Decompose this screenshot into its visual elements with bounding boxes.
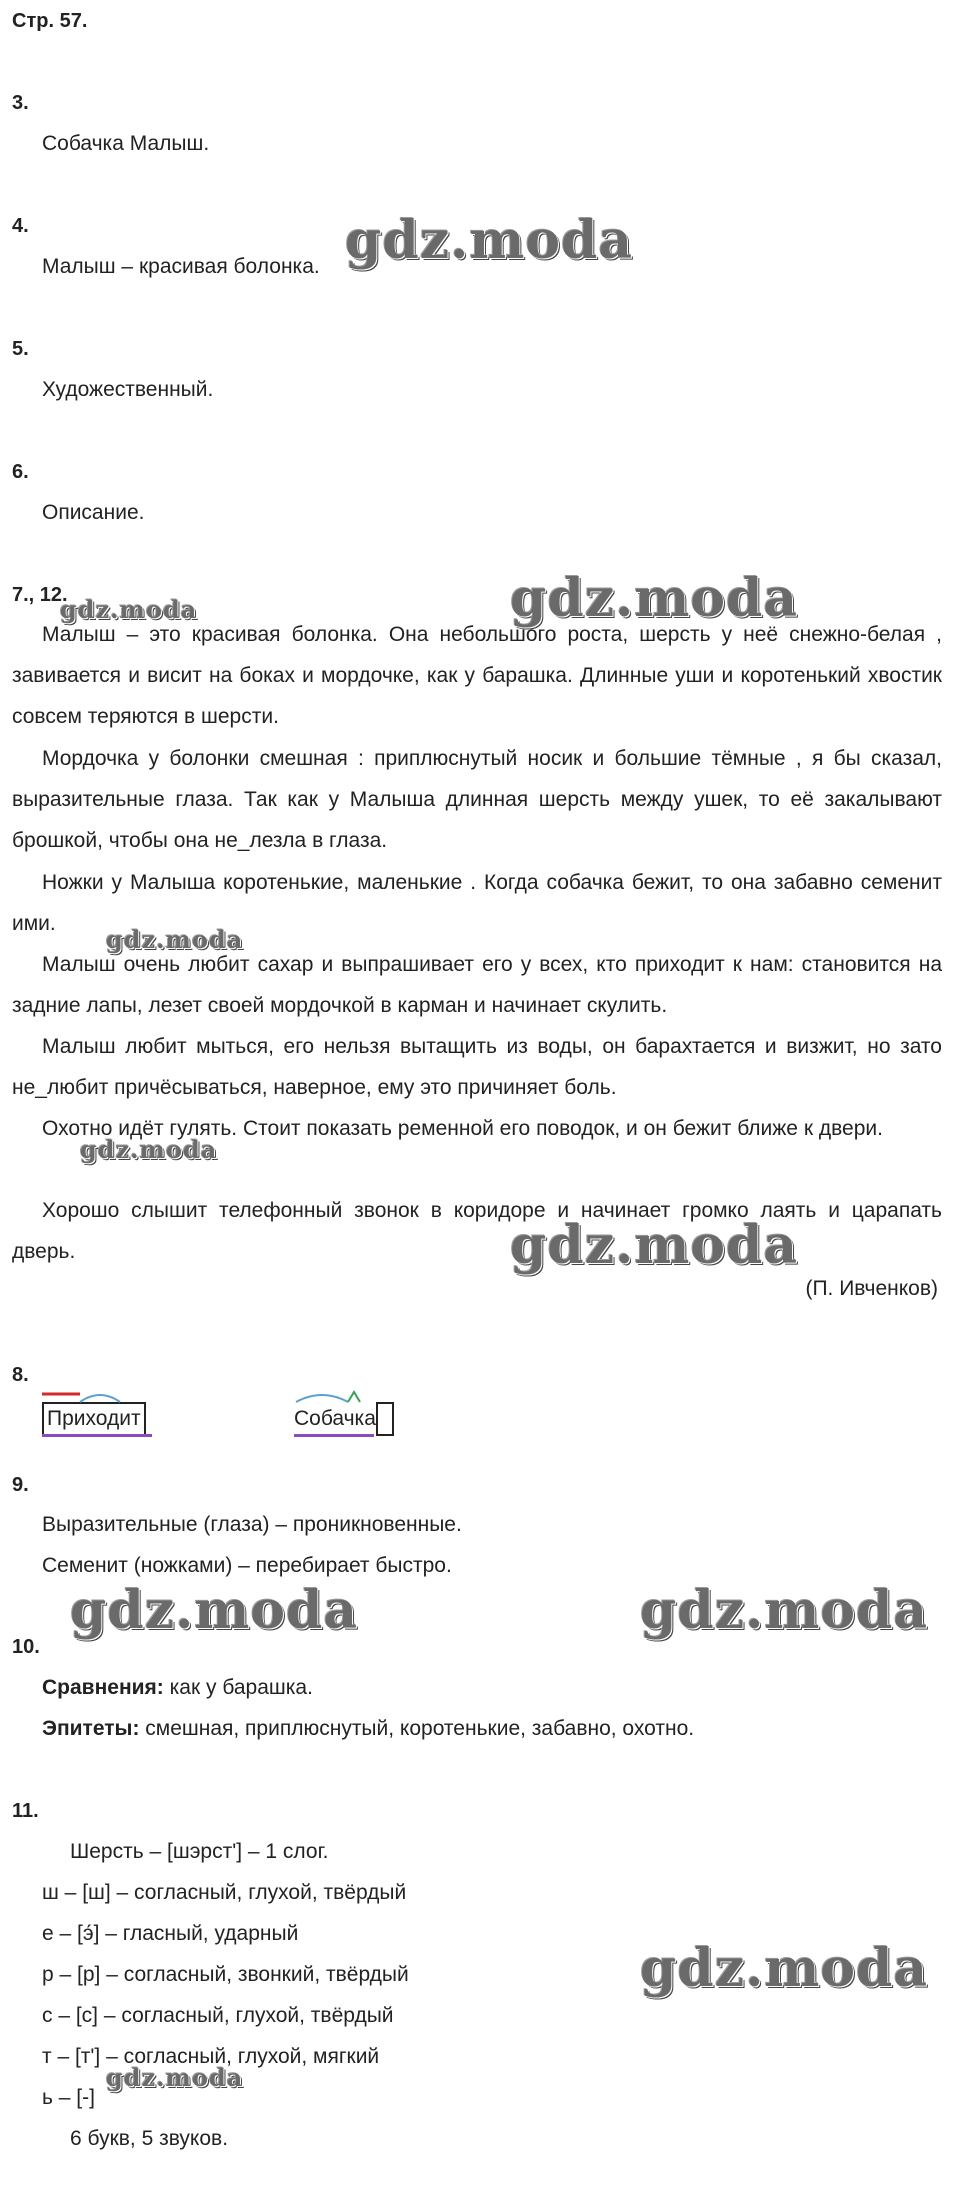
answer-10-line-2: Эпитеты: смешная, приплюснутый, коротенькие, забавно, охотно. bbox=[42, 1717, 695, 1740]
phonetic-row: ь – [-] bbox=[42, 2086, 95, 2109]
task-number-8: 8. bbox=[12, 1364, 29, 1386]
phonetic-head: Шерсть – [шэрст'] – 1 слог. bbox=[70, 1840, 329, 1863]
answer-10-line-1: Сравнения: как у барашка. bbox=[42, 1676, 313, 1699]
phonetic-row: т – [т'] – согласный, глухой, мягкий bbox=[42, 2045, 380, 2068]
morph-root-arc-icon bbox=[40, 1390, 150, 1404]
answer-9-line-1: Выразительные (глаза) – проникновенные. bbox=[42, 1513, 462, 1536]
task-number-11: 11. bbox=[12, 1800, 39, 1822]
text-paragraph-7: Хорошо слышит телефонный звонок в коридоре и начинает громко лаять и царапать дверь. bbox=[12, 1199, 942, 1263]
phonetic-row: е – [э́] – гласный, ударный bbox=[42, 1922, 299, 1945]
text-paragraph-2: Мордочка у болонки смешная : приплюснутый носик и большие тёмные , я бы сказал, выразительные глаза. Так как у Малыша длинная шерсть между ушек, то её закалывают брошкой, чтобы она не_лезла в глаза. bbox=[12, 747, 942, 852]
watermark: gdz.moda bbox=[640, 1580, 929, 1641]
morph-word-2: Собачка bbox=[294, 1402, 394, 1436]
morph-underline-1 bbox=[42, 1434, 152, 1437]
watermark: gdz.moda bbox=[345, 210, 634, 271]
morph-word-1: Приходит bbox=[42, 1402, 146, 1436]
answer-4: Малыш – красивая болонка. bbox=[42, 255, 320, 278]
watermark: gdz.moda bbox=[510, 1215, 799, 1276]
morph-root-arc-icon-2 bbox=[292, 1390, 392, 1404]
task-number-10: 10. bbox=[12, 1636, 40, 1658]
watermark: gdz.moda bbox=[510, 568, 799, 629]
text-paragraph-3: Ножки у Малыша коротенькие, маленькие . Когда собачка бежит, то она забавно семенит ими. bbox=[12, 871, 942, 935]
watermark: gdz.moda bbox=[106, 2063, 244, 2092]
text-author: (П. Ивченков) bbox=[805, 1277, 938, 1300]
task-number-9: 9. bbox=[12, 1474, 29, 1496]
watermark: gdz.moda bbox=[106, 925, 244, 954]
text-paragraph-1: Малыш – это красивая болонка. Она небольшого роста, шерсть у неё снежно-белая , завивается и висит на боках и мордочке, как у барашка. Длинные уши и коротенький хвостик совсем теряются в шерсти. bbox=[12, 623, 942, 728]
phonetic-row: ш – [ш] – согласный, глухой, твёрдый bbox=[42, 1881, 407, 1904]
text-paragraph-5: Малыш любит мыться, его нельзя вытащить из воды, он барахтается и визжит, но зато не_любит причёсываться, наверное, ему это причиняет боль. bbox=[12, 1035, 942, 1099]
answer-5: Художественный. bbox=[42, 378, 214, 401]
page-header: Стр. 57. bbox=[12, 10, 88, 32]
task-number-3: 3. bbox=[12, 92, 29, 114]
answer-9-line-2: Семенит (ножками) – перебирает быстро. bbox=[42, 1554, 452, 1577]
task-number-5: 5. bbox=[12, 338, 29, 360]
task-number-7-12: 7., 12. bbox=[12, 584, 68, 606]
text-paragraph-4: Малыш очень любит сахар и выпрашивает его у всех, кто приходит к нам: становится на задние лапы, лезет своей мордочкой в карман и начинает скулить. bbox=[12, 953, 942, 1017]
phonetic-row: с – [с] – согласный, глухой, твёрдый bbox=[42, 2004, 394, 2027]
watermark: gdz.moda bbox=[60, 595, 198, 624]
watermark: gdz.moda bbox=[70, 1580, 359, 1641]
watermark: gdz.moda bbox=[640, 1938, 929, 1999]
watermark: gdz.moda bbox=[80, 1135, 218, 1164]
text-paragraph-6: Охотно идёт гулять. Стоит показать ременной его поводок, и он бежит ближе к двери. bbox=[42, 1117, 883, 1140]
answer-6: Описание. bbox=[42, 501, 145, 524]
task-number-6: 6. bbox=[12, 461, 29, 483]
phonetic-summary: 6 букв, 5 звуков. bbox=[70, 2127, 229, 2150]
answer-3: Собачка Малыш. bbox=[42, 132, 210, 155]
morph-underline-2 bbox=[294, 1434, 374, 1437]
task-number-4: 4. bbox=[12, 215, 29, 237]
phonetic-row: р – [р] – согласный, звонкий, твёрдый bbox=[42, 1963, 409, 1986]
